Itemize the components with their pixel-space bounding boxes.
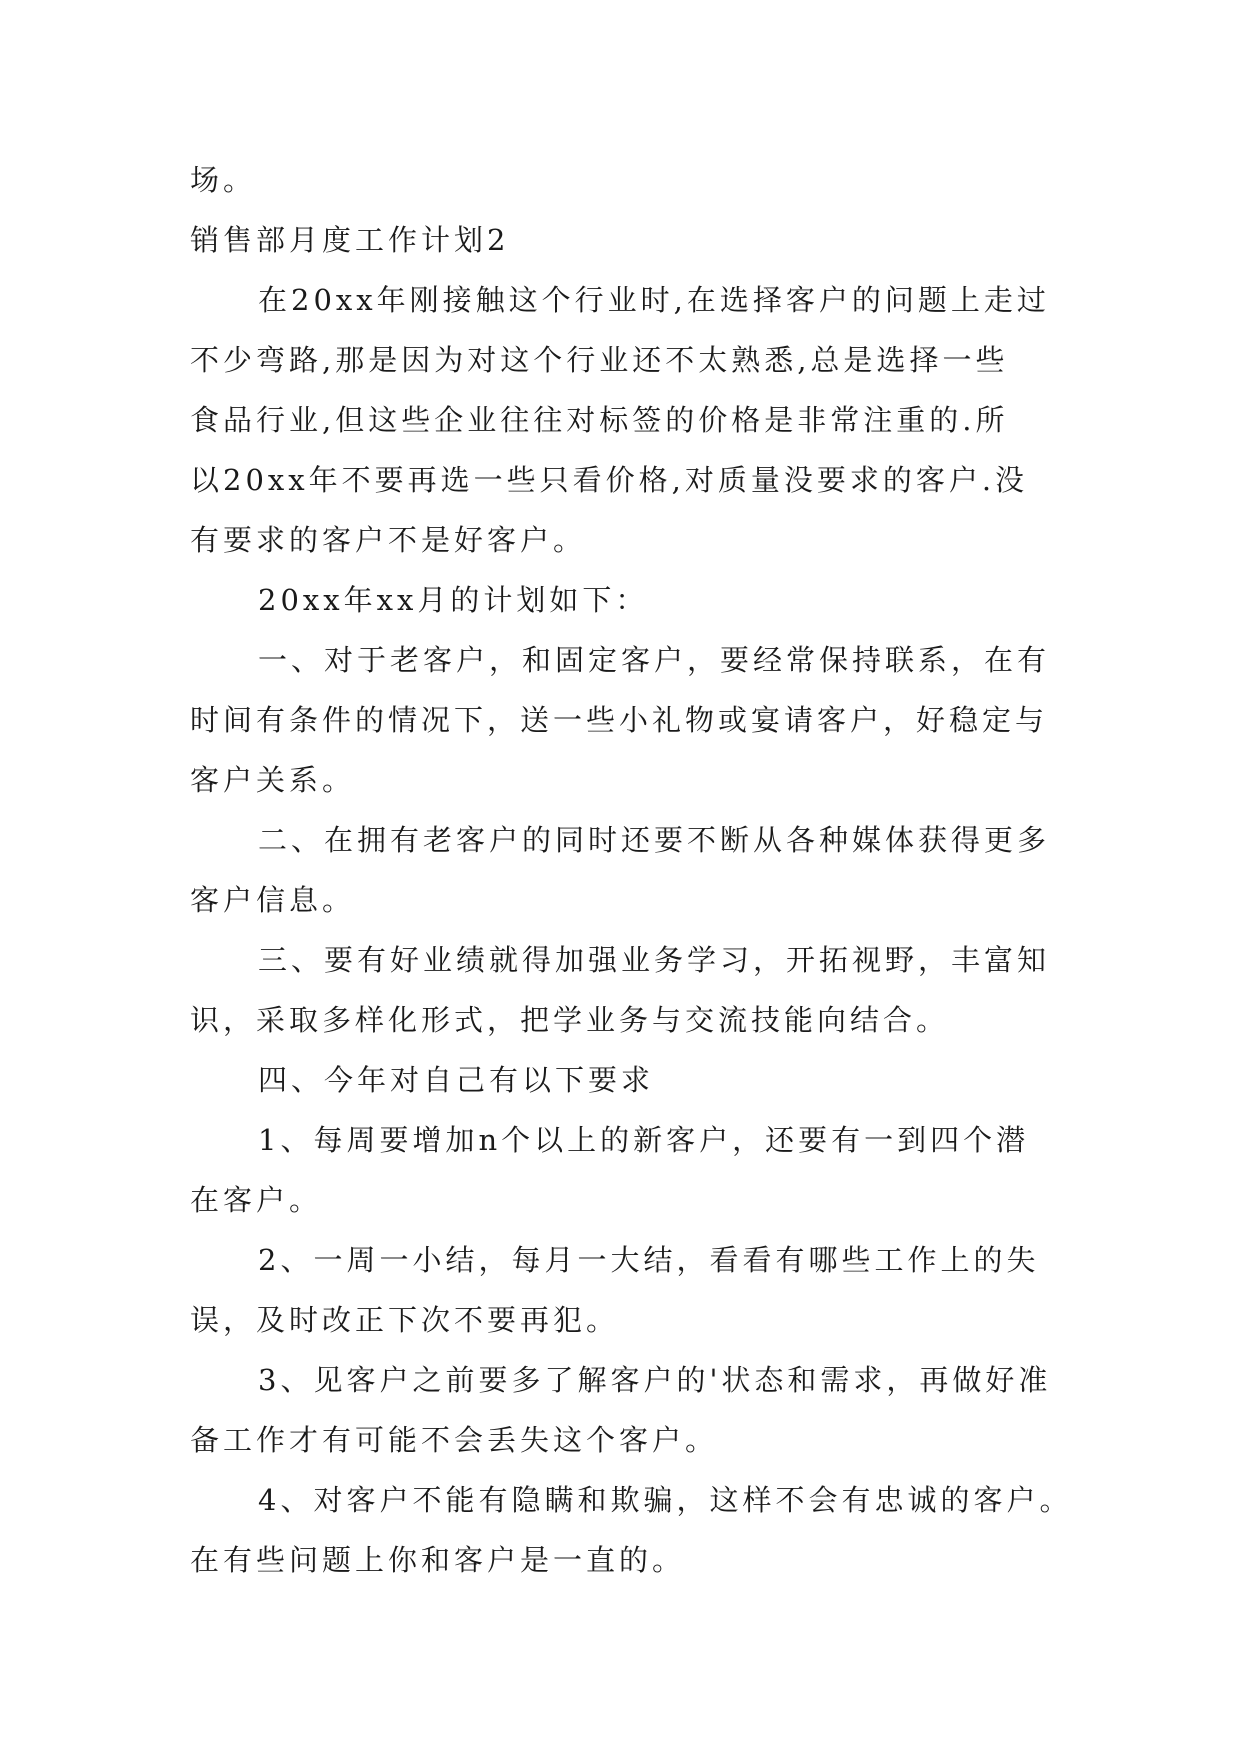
text-line: 以20xx年不要再选一些只看价格,对质量没要求的客户.没 (190, 463, 1029, 497)
text-line: 客户信息。 (190, 883, 356, 917)
text-line: 1、每周要增加n个以上的新客户，还要有一到四个潜 (258, 1123, 1030, 1157)
text-line: 二、在拥有老客户的同时还要不断从各种媒体获得更多 (258, 823, 1051, 857)
text-line: 四、今年对自己有以下要求 (258, 1063, 655, 1097)
text-line: 2、一周一小结，每月一大结，看看有哪些工作上的失 (258, 1243, 1040, 1277)
text-line: 4、对客户不能有隐瞒和欺骗，这样不会有忠诚的客户。 (258, 1483, 1073, 1517)
text-line: 有要求的客户不是好客户。 (190, 523, 587, 557)
text-line: 场。 (190, 163, 257, 197)
text-line: 3、见客户之前要多了解客户的'状态和需求，再做好准 (258, 1363, 1052, 1397)
text-line: 20xx年xx月的计划如下： (258, 583, 649, 617)
text-line: 食品行业,但这些企业往往对标签的价格是非常注重的.所 (190, 403, 1009, 437)
text-line: 备工作才有可能不会丢失这个客户。 (190, 1423, 719, 1457)
section-heading: 销售部月度工作计划2 (190, 223, 510, 257)
text-line: 在有些问题上你和客户是一直的。 (190, 1543, 686, 1577)
text-line: 不少弯路,那是因为对这个行业还不太熟悉,总是选择一些 (190, 343, 1009, 377)
text-line: 三、要有好业绩就得加强业务学习，开拓视野，丰富知 (258, 943, 1051, 977)
text-line: 识，采取多样化形式，把学业务与交流技能向结合。 (190, 1003, 950, 1037)
text-line: 一、对于老客户，和固定客户，要经常保持联系，在有 (258, 643, 1051, 677)
text-line: 客户关系。 (190, 763, 356, 797)
document-page (190, 150, 1073, 1590)
text-line: 在客户。 (190, 1183, 323, 1217)
text-line: 在20xx年刚接触这个行业时,在选择客户的问题上走过 (258, 283, 1050, 317)
text-line: 时间有条件的情况下，送一些小礼物或宴请客户，好稳定与 (190, 703, 1049, 737)
text-line: 误，及时改正下次不要再犯。 (190, 1303, 620, 1337)
